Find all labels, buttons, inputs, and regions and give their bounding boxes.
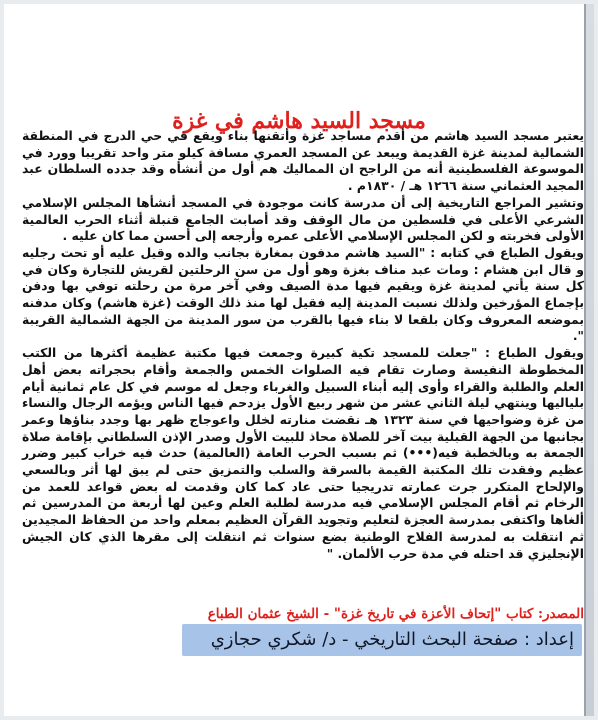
paragraph-library: ويقول الطباع : "جعلت للمسجد تكية كبيرة وجمعت فيها مكتبة عظيمة أكثرها من الكتب المخطوطة النفيسة وصارت تقام فيه الصلوات الخمس والجمعة وأقام بحجراته بعض أهل العلم والطلبة والقراء وأوى إليه أبناء السبيل والغرباء وجعل له موسم في كل عام ثمانية أيام بلياليها وينتهي ليلة الثاني عشر من شهر ربيع الأول يزدحم فيها الناس ويؤمه الرجال والنساء من غزة وضواحيها في سنة ١٣٢٣ هـ نقضت منارته لخلل واعوجاج ظهر بها وجدد بناؤها وعمر بجانبها من الجهة القبلية بيت آخر للصلاة محاذ للبيت الأول وصدر الإذن السلطاني بإقامة صلاة الجمعة به وبالخطبة فيه(•••) ثم بسبب الحرب العامة (العالمية) حدث فيه خراب كبير وضرر عظيم وفقدت تلك المكتبة القيمة بالسرقة والسلب والتمزيق حتى لم يبق لها أثر وبالسعي والإلحاح المتكرر جرت عمارته تدريجيا حتى عاد كما كان وقدمت له بعض قواعد للعمد من الرخام ثم أقام المجلس الإسلامي فيه مدرسة لطلبة العلم وعين لها أربعة من المدرسين ثم ألغاها واكتفى بمدرسة العجزة لتعليم وتجويد القرآن العظيم بمعلم واحد من الحفاظ المجيدين ثم انتقلت به لمدرسة الفلاح الوطنية بضع سنوات ثم انتقلت إلى مقرها الذي كان الجيش الإنجليزي قد احتله في مدة حرب الألمان. " (22, 345, 584, 561)
paragraph-burial: ويقول الطباع في كتابه : "السيد هاشم مدفون بمغارة بجانب والده وقيل عليه أو تحت رجليه و قال ابن هشام : ومات عبد مناف بغزة وهو أول من سن الرحلتين لقريش للتجارة وكان في كل سنة يأتي لمدينة غزة ويقيم فيها مدة الصيف وفي آخر مرة من رحلته توفي بها ودفن بإجماع المؤرخين ولذلك نسبت المدينة إليه فقيل لها منذ ذلك الوقت (غزة هاشم) وكان مدفنه بموضعه المعروف وكان بلقعا لا بناء فيها بالقرب من سور المدينة من الجهة الشمالية القريبة ". (22, 244, 584, 344)
article-title: مسجد السيد هاشم في غزة (172, 107, 426, 134)
article-body (22, 128, 584, 562)
source-citation: المصدر: كتاب "إتحاف الأعزة في تاريخ غزة" - الشيخ عثمان الطباع (207, 606, 584, 622)
credit-banner (182, 624, 582, 656)
paragraph-history: وتشير المراجع التاريخية إلى أن مدرسة كانت موجودة في المسجد أنشأها المجلس الإسلامي الشرعي الأعلى في فلسطين من مال الوقف وقد أصابت الجامع قنبلة أثناء الحرب العالمية الأولى فخربته و لكن المجلس الإسلامي الأعلى عمره وأرجعه إلى أحسن مما كان عليه . (22, 194, 584, 244)
credit-text: إعداد : صفحة البحث التاريخي - د/ شكري حجازي (210, 629, 574, 650)
paragraph-intro: يعتبر مسجد السيد هاشم من أقدم مساجد غزة وأتقنها بناء ويقع في حي الدرج في المنطقة الشمالية لمدينة غزة القديمة ويبعد عن المسجد العمري مسافة كيلو متر واحد تقريبا وورد في الموسوعة الفلسطينية أنه من الراجح ان المماليك هم أول من أنشأه وقد جدده السلطان عبد المجيد العثماني سنة ١٢٦٦ هـ / ١٨٣٠م . (22, 128, 584, 194)
